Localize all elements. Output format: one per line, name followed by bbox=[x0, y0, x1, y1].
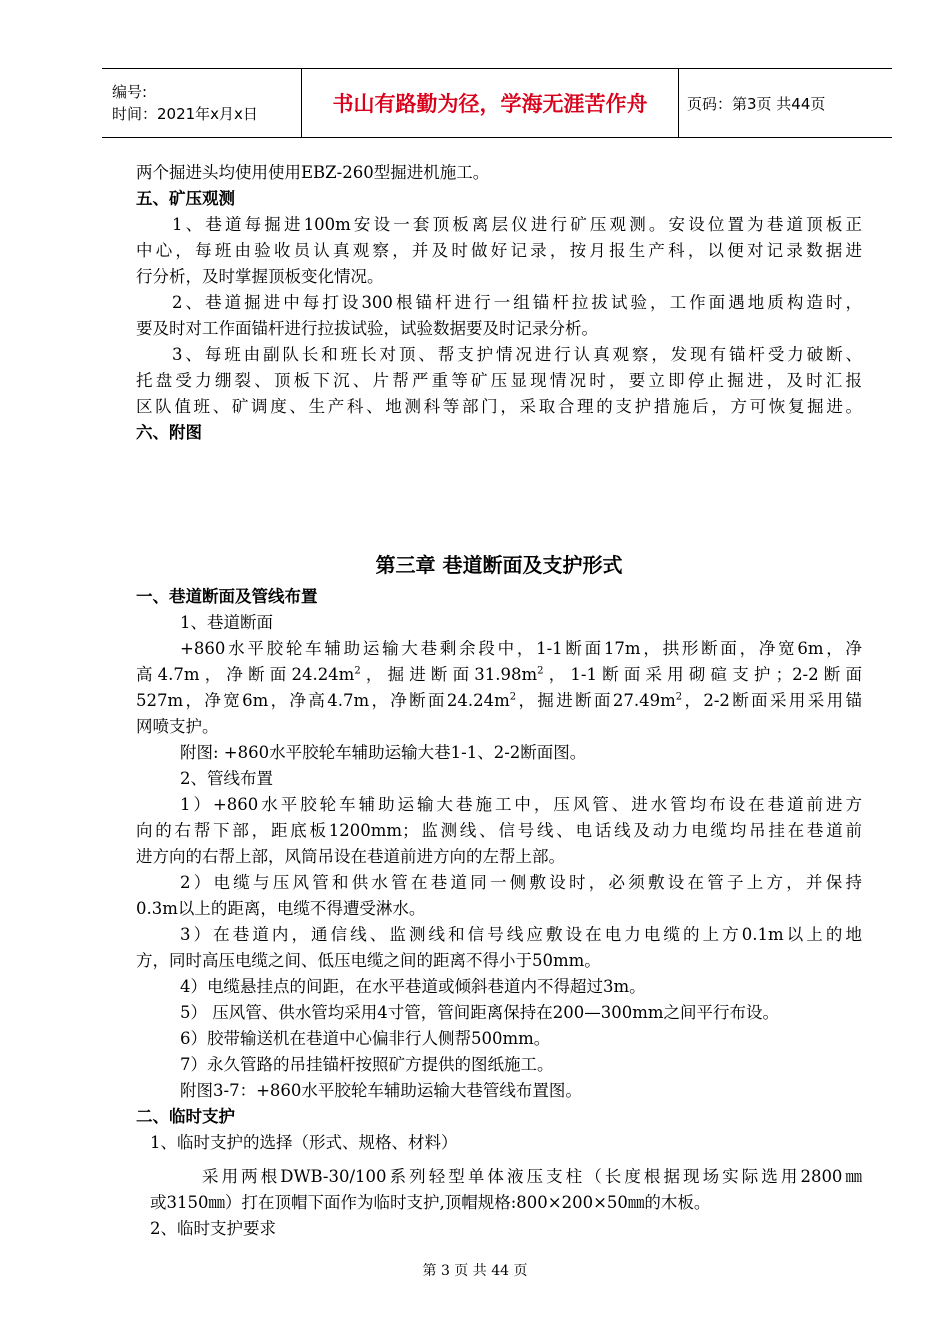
paragraph-line: 采用两根DWB-30/100系列轻型单体液压支柱（长度根据现场实际选用2800㎜ bbox=[202, 1167, 862, 1186]
section-heading: 五、矿压观测 bbox=[136, 189, 235, 208]
header-meta bbox=[102, 69, 302, 137]
paragraph-line: 2、巷道掘进中每打设300根锚杆进行一组锚杆拉拔试验，工作面遇地质构造时， bbox=[172, 293, 862, 312]
subsection-heading: 1、临时支护的选择（形式、规格、材料） bbox=[150, 1133, 458, 1152]
paragraph-line: 4）电缆悬挂点的间距，在水平巷道或倾斜巷道内不得超过3m。 bbox=[180, 977, 646, 996]
section-heading: 六、附图 bbox=[136, 423, 202, 442]
paragraph-line: 2）电缆与压风管和供水管在巷道同一侧敷设时，必须敷设在管子上方，并保持 bbox=[180, 873, 862, 892]
subsection-heading: 2、临时支护要求 bbox=[150, 1219, 276, 1238]
document-body bbox=[136, 160, 862, 1242]
figure-reference: 附图3-7：+860水平胶轮车辅助运输大巷管线布置图。 bbox=[180, 1081, 582, 1100]
paragraph-line: 区队值班、矿调度、生产科、地测科等部门，采取合理的支护措施后，方可恢复掘进。 bbox=[136, 397, 862, 416]
paragraph-line: 3、每班由副队长和班长对顶、帮支护情况进行认真观察，发现有锚杆受力破断、 bbox=[172, 345, 862, 364]
superscript: 2 bbox=[537, 665, 544, 677]
paragraph-line: 1、巷道每掘进100m安设一套顶板离层仪进行矿压观测。安设位置为巷道顶板正 bbox=[172, 215, 862, 234]
spacer bbox=[136, 446, 862, 550]
paragraph-line: 5） 压风管、供水管均采用4寸管，管间距离保持在200—300mm之间平行布设。 bbox=[180, 1003, 780, 1022]
page-header bbox=[102, 68, 892, 138]
section-heading: 二、临时支护 bbox=[136, 1107, 235, 1126]
document-time-label: 时间：2021年x月x日 bbox=[112, 105, 258, 123]
text-segment: ，掘进断面31.98m bbox=[360, 665, 538, 684]
paragraph-line: 或3150㎜）打在顶帽下面作为临时支护,顶帽规格:800×200×50㎜的木板。 bbox=[150, 1193, 711, 1212]
text-segment: ，2-2断面采用采用锚 bbox=[682, 691, 862, 710]
paragraph-line: 0.3m以上的距离，电缆不得遭受淋水。 bbox=[136, 899, 426, 918]
paragraph-line: 方，同时高压电缆之间、低压电缆之间的距离不得小于50mm。 bbox=[136, 951, 601, 970]
paragraph-line: 1）+860水平胶轮车辅助运输大巷施工中，压风管、进水管均布设在巷道前进方 bbox=[180, 795, 862, 814]
text-segment: 527m，净宽6m，净高4.7m，净断面24.24m bbox=[136, 691, 510, 710]
chapter-title: 第三章 巷道断面及支护形式 bbox=[375, 553, 623, 577]
figure-reference: 附图: +860水平胶轮车辅助运输大巷1-1、2-2断面图。 bbox=[180, 743, 587, 762]
paragraph-line: 中心，每班由验收员认真观察，并及时做好记录，按月报生产科，以便对记录数据进 bbox=[136, 241, 862, 260]
text-segment: 高4.7m，净断面24.24m bbox=[136, 665, 355, 684]
superscript: 2 bbox=[675, 691, 683, 703]
section-heading: 一、巷道断面及管线布置 bbox=[136, 587, 318, 606]
paragraph-line: 7）永久管路的吊挂锚杆按照矿方提供的图纸施工。 bbox=[180, 1055, 554, 1074]
subsection-heading: 1、巷道断面 bbox=[180, 613, 273, 632]
text-segment: ，掘进断面27.49m bbox=[516, 691, 676, 710]
paragraph-line: 两个掘进头均使用使用EBZ-260型掘进机施工。 bbox=[136, 163, 490, 182]
paragraph-line: 行分析，及时掌握顶板变化情况。 bbox=[136, 267, 384, 286]
paragraph-line bbox=[136, 688, 862, 714]
superscript: 2 bbox=[509, 691, 517, 703]
spacer bbox=[136, 1156, 862, 1164]
paragraph-line: 网喷支护。 bbox=[136, 717, 219, 736]
page-footer: 第 3 页 共 44 页 bbox=[422, 1263, 528, 1279]
document-number-label: 编号: bbox=[112, 83, 148, 101]
subsection-heading: 2、管线布置 bbox=[180, 769, 273, 788]
paragraph-line: 向的右帮下部，距底板1200mm；监测线、信号线、电话线及动力电缆均吊挂在巷道前 bbox=[136, 821, 862, 840]
paragraph-line: 托盘受力绷裂、顶板下沉、片帮严重等矿压显现情况时，要立即停止掘进，及时汇报 bbox=[136, 371, 862, 390]
superscript: 2 bbox=[354, 665, 361, 677]
header-page-label: 页码：第3页 共44页 bbox=[687, 94, 826, 113]
paragraph-line: 要及时对工作面锚杆进行拉拔试验，试验数据要及时记录分析。 bbox=[136, 319, 598, 338]
header-motto: 书山有路勤为径，学海无涯苦作舟 bbox=[302, 69, 679, 137]
paragraph-line bbox=[136, 662, 862, 688]
paragraph-line: 进方向的右帮上部，风筒吊设在巷道前进方向的左帮上部。 bbox=[136, 847, 565, 866]
paragraph-line: 3）在巷道内，通信线、监测线和信号线应敷设在电力电缆的上方0.1m以上的地 bbox=[180, 925, 862, 944]
paragraph-line: +860水平胶轮车辅助运输大巷剩余段中，1-1断面17m，拱形断面，净宽6m，净 bbox=[180, 639, 862, 658]
text-segment: ，1-1断面采用砌碹支护；2-2断面 bbox=[543, 665, 862, 684]
paragraph-line: 6）胶带输送机在巷道中心偏非行人侧帮500mm。 bbox=[180, 1029, 551, 1048]
